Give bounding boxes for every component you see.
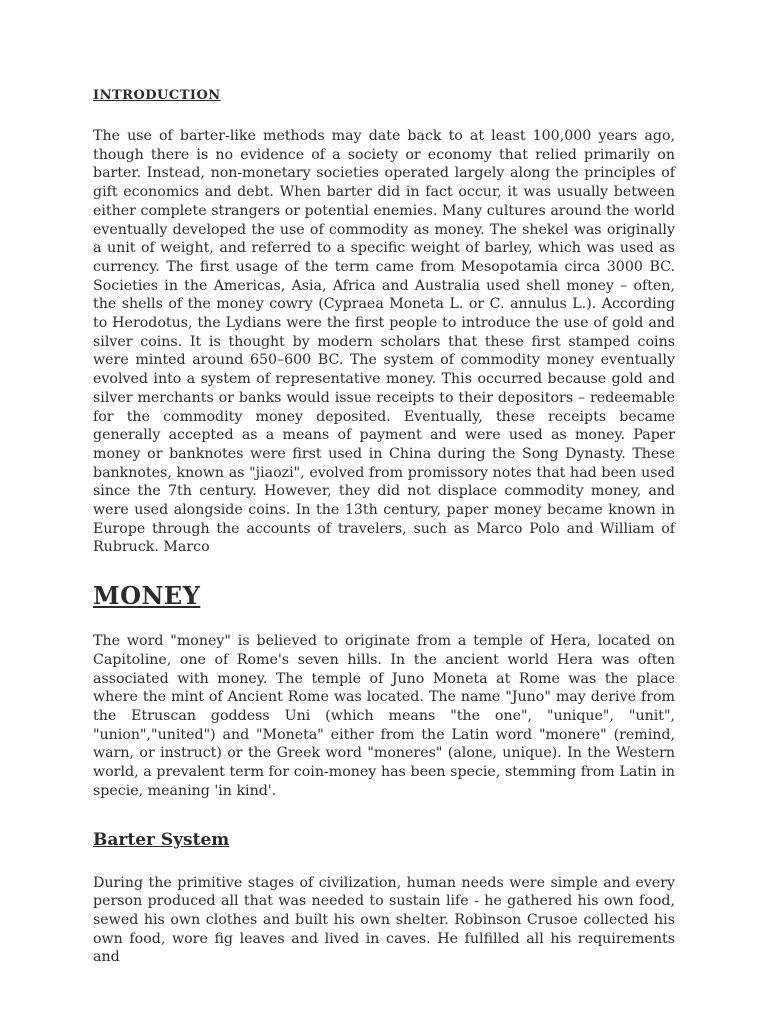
money-paragraph: The word "money" is believed to originate from a temple of Hera, located on Capitoline, one of Rome's seven hills. In the ancient world Hera was often associated with money. The temple of Juno Moneta at Rome was the place where the mint of Ancient Rome was located. The name "Juno" may derive from the Etruscan goddess Uni (which means "the one", "unique", "unit", "union","united") and "Moneta" either from the Latin word "monere" (remind, warn, or instruct) or the Greek word "moneres" (alone, unique). In the Western world, a prevalent term for coin-money has been specie, stemming from Latin in specie, meaning 'in kind'. — [93, 633, 675, 799]
barter-system-heading: Barter System — [93, 829, 230, 850]
introduction-paragraph: The use of barter-like methods may date back to at least 100,000 years ago, though there is no evidence of a society or economy that relied primarily on barter. Instead, non-monetary societies operated largely along the principles of gift economics and debt. When barter did in fact occur, it was usually between either complete strangers or potential enemies. Many cultures around the world eventually developed the use of commodity as money. The shekel was originally a unit of weight, and referred to a specific weight of barley, which was used as currency. The first usage of the term came from Mesopotamia circa 3000 BC. Societies in the Americas, Asia, Africa and Australia used shell money – often, the shells of the money cowry (Cypraea Moneta L. or C. annulus L.). According to Herodotus, the Lydians were the first people to introduce the use of gold and silver coins. It is thought by modern scholars that these first stamped coins were minted around 650–600 BC. The system of commodity money eventually evolved into a system of representative money. This occurred because gold and silver merchants or banks would issue receipts to their depositors – redeemable for the commodity money deposited. Eventually, these receipts became generally accepted as a means of payment and were used as money. Paper money or banknotes were first used in China during the Song Dynasty. These banknotes, known as "jiaozi", evolved from promissory notes that had been used since the 7th century. However, they did not displace commodity money, and were used alongside coins. In the 13th century, paper money became known in Europe through the accounts of travelers, such as Marco Polo and William of Rubruck. Marco — [93, 128, 675, 556]
document-page — [93, 87, 675, 967]
barter-system-paragraph: During the primitive stages of civilization, human needs were simple and every person produced all that was needed to sustain life - he gathered his own food, sewed his own clothes and built his own shelter. Robinson Crusoe collected his own food, wore fig leaves and lived in caves. He fulfilled all his requirements and — [93, 874, 675, 966]
introduction-heading: INTRODUCTION — [93, 88, 221, 103]
money-heading: MONEY — [93, 581, 201, 611]
